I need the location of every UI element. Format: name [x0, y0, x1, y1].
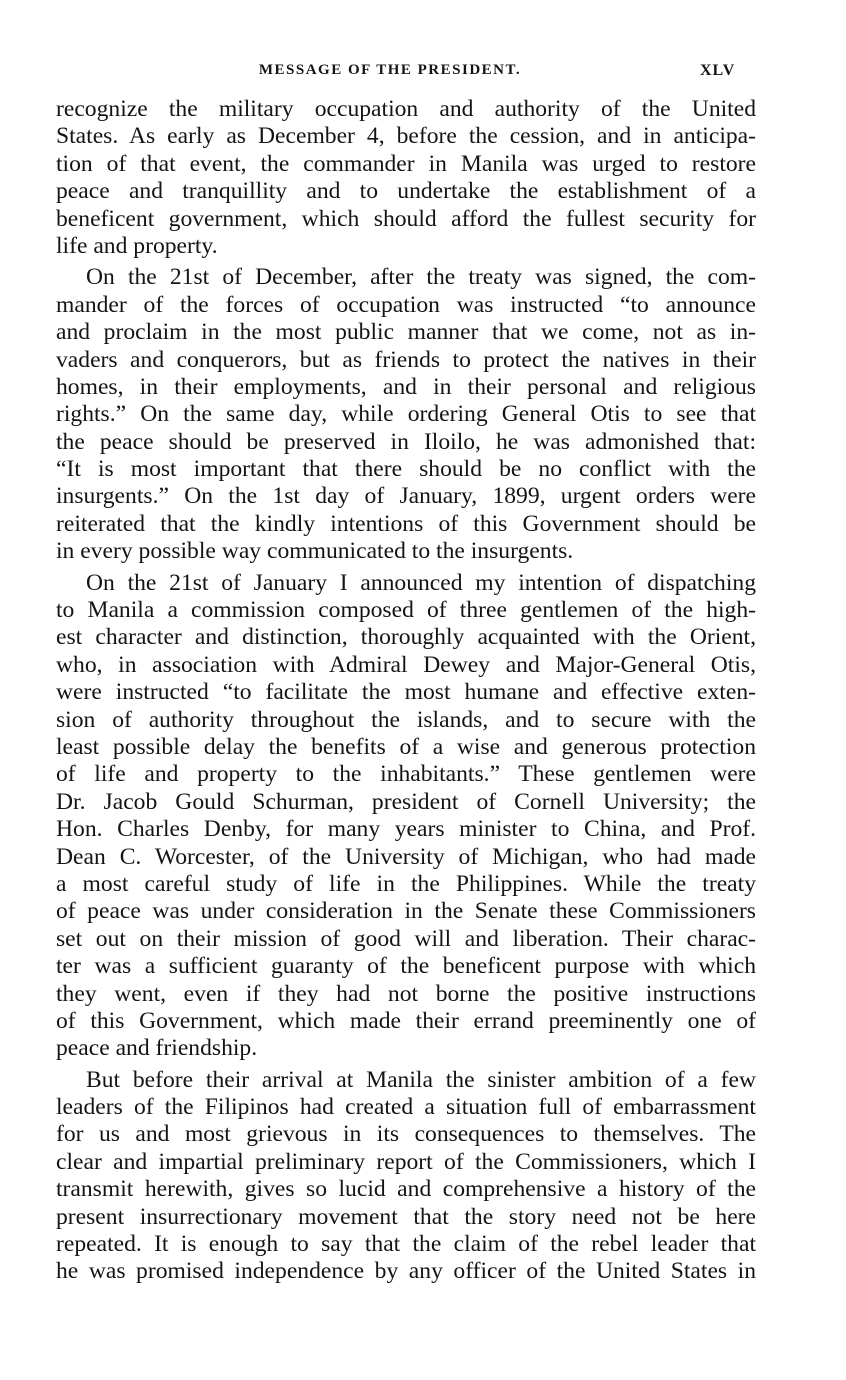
- text-line: of peace was under consideration in the Senate these Commissioners: [56, 898, 756, 925]
- text-line: he was promised independence by any officer of the United States in: [56, 1258, 756, 1285]
- text-line: Dr. Jacob Gould Schurman, president of Cornell University; the: [56, 788, 756, 815]
- text-line: repeated. It is enough to say that the claim of the rebel leader that: [56, 1231, 756, 1258]
- text-line: peace and tranquillity and to undertake the establishment of a: [56, 178, 756, 205]
- text-line: ter was a sufficient guaranty of the beneficent purpose with which: [56, 953, 756, 980]
- text-line: On the 21st of January I announced my intention of dispatching: [86, 569, 756, 596]
- text-line: transmit herewith, gives so lucid and comprehensive a history of the: [56, 1176, 756, 1203]
- text-line: “It is most important that there should be no conflict with the: [56, 456, 756, 483]
- paragraph: [56, 264, 756, 565]
- text-line: life and property.: [56, 232, 218, 259]
- text-line: insurgents.” On the 1st day of January, 1899, urgent orders were: [56, 483, 756, 510]
- text-line: est character and distinction, thoroughly acquainted with the Orient,: [56, 624, 756, 651]
- text-line: clear and impartial preliminary report of the Commissioners, which I: [56, 1148, 756, 1175]
- text-line: were instructed “to facilitate the most humane and effective exten-: [56, 679, 756, 706]
- text-line: and proclaim in the most public manner that we come, not as in-: [56, 319, 756, 346]
- text-line: of this Government, which made their errand preeminently one of: [56, 1007, 756, 1034]
- text-line: of life and property to the inhabitants.” These gentlemen were: [56, 761, 756, 788]
- text-line: in every possible way communicated to the insurgents.: [56, 538, 574, 565]
- text-line: leaders of the Filipinos had created a situation full of embarrassment: [56, 1094, 756, 1121]
- text-line: sion of authority throughout the islands, and to secure with the: [56, 706, 756, 733]
- text-line: But before their arrival at Manila the sinister ambition of a few: [86, 1066, 756, 1093]
- body-text: [56, 96, 756, 1286]
- text-line: On the 21st of December, after the treaty was signed, the com-: [86, 264, 756, 291]
- text-line: beneficent government, which should afford the fullest security for: [56, 205, 756, 232]
- text-line: recognize the military occupation and authority of the United: [56, 96, 756, 122]
- page-number: XLV: [700, 62, 736, 79]
- text-line: vaders and conquerors, but as friends to protect the natives in their: [56, 346, 756, 373]
- text-line: present insurrectionary movement that the story need not be here: [56, 1203, 756, 1230]
- text-line: peace and friendship.: [56, 1035, 258, 1062]
- page-header: [0, 62, 846, 86]
- text-line: to Manila a commission composed of three gentlemen of the high-: [56, 597, 756, 624]
- text-line: for us and most grievous in its consequences to themselves. The: [56, 1121, 756, 1148]
- text-line: homes, in their employments, and in their personal and religious: [56, 373, 756, 400]
- text-line: tion of that event, the commander in Manila was urged to restore: [56, 150, 756, 177]
- text-line: they went, even if they had not borne the positive instructions: [56, 980, 756, 1007]
- text-line: States. As early as December 4, before the cession, and in anticipa-: [56, 123, 756, 150]
- text-line: reiterated that the kindly intentions of this Government should be: [56, 510, 756, 537]
- text-line: set out on their mission of good will and liberation. Their charac-: [56, 925, 756, 952]
- text-line: Dean C. Worcester, of the University of Michigan, who had made: [56, 843, 756, 870]
- text-line: who, in association with Admiral Dewey and Major-General Otis,: [56, 651, 756, 678]
- paragraph: [56, 570, 756, 1063]
- text-line: a most careful study of life in the Philippines. While the treaty: [56, 870, 756, 897]
- text-line: Hon. Charles Denby, for many years minister to China, and Prof.: [56, 816, 756, 843]
- paragraph: [56, 96, 756, 260]
- text-line: least possible delay the benefits of a wise and generous protection: [56, 733, 756, 760]
- paragraph: [56, 1067, 756, 1286]
- text-line: rights.” On the same day, while ordering General Otis to see that: [56, 401, 756, 428]
- text-line: mander of the forces of occupation was instructed “to announce: [56, 291, 756, 318]
- running-head: MESSAGE OF THE PRESIDENT.: [258, 62, 522, 78]
- text-line: the peace should be preserved in Iloilo, he was admonished that:: [56, 428, 756, 455]
